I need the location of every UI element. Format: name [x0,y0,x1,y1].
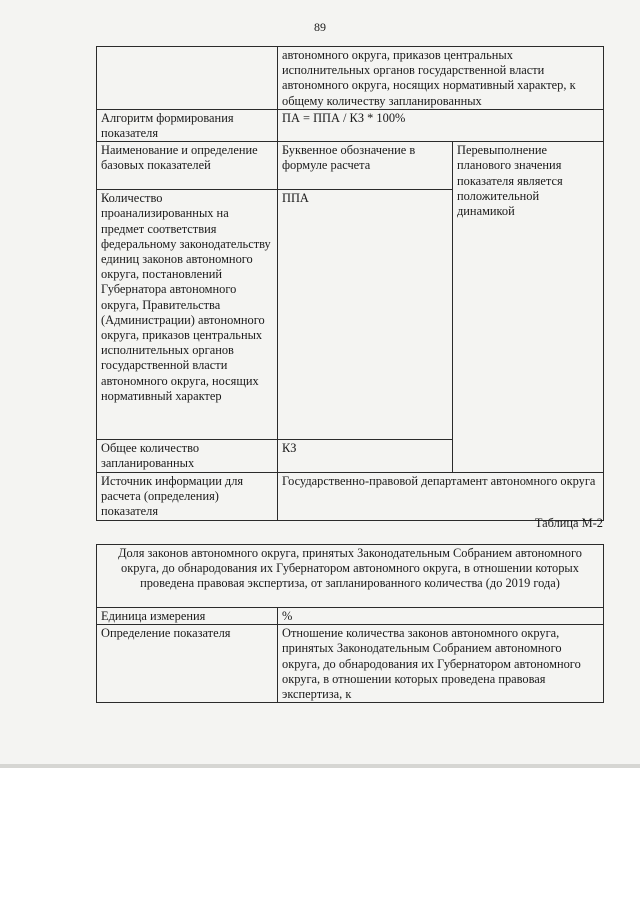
base-indicator-name: Количество проанализированных на предмет соответствия федеральному законодательству единиц законов автономного округа, постановлений Губернатора автономного округа, Правительства (Администрации) автономного округа, приказов центральных исполнительных органов государственной власти автономного округа, носящих нормативный характер [97,190,278,440]
algorithm-label: Алгоритм формирования показателя [97,109,278,141]
base-indicator-symbol: ППА [278,190,453,440]
table-title-row [97,545,604,608]
indicator-table-m1 [96,46,604,521]
page-bottom-edge [0,764,640,768]
continuation-text: автономного округа, приказов центральных исполнительных органов государственной власти автономного округа, носящих нормативный характер, к общему количеству запланированных [278,47,604,110]
column-header-symbol: Буквенное обозначение в формуле расчета [278,142,453,190]
table-header-row [97,142,604,190]
unit-label: Единица измерения [97,608,278,625]
table-row [97,47,604,110]
table-cell-empty [97,47,278,110]
column-header-name: Наименование и определение базовых показателей [97,142,278,190]
unit-value: % [278,608,604,625]
definition-label: Определение показателя [97,625,278,703]
table-row [97,109,604,141]
source-value: Государственно-правовой департамент автономного округа [278,472,604,520]
page-number: 89 [314,20,326,34]
dynamics-note: Перевыполнение планового значения показателя является положительной динамикой [453,142,604,472]
table-row [97,625,604,703]
indicator-table-m2 [96,544,604,703]
algorithm-formula: ПА = ППА / КЗ * 100% [278,109,604,141]
base-indicator-symbol: КЗ [278,440,453,472]
base-indicator-name: Общее количество запланированных [97,440,278,472]
table-caption: Таблица М-2 [534,516,603,530]
table-row [97,608,604,625]
indicator-title: Доля законов автономного округа, принятых Законодательным Собранием автономного округа, до обнародования их Губернатором автономного округа, в отношении которых проведена правовая экспертиза, от запланированного количества (до 2019 года) [97,545,604,608]
source-label: Источник информации для расчета (определения) показателя [97,472,278,520]
table-row [97,472,604,520]
definition-value: Отношение количества законов автономного округа, принятых Законодательным Собранием автономного округа, до обнародования их Губернатором автономного округа, в отношении которых проведена правовая экспертиза, к [278,625,604,703]
